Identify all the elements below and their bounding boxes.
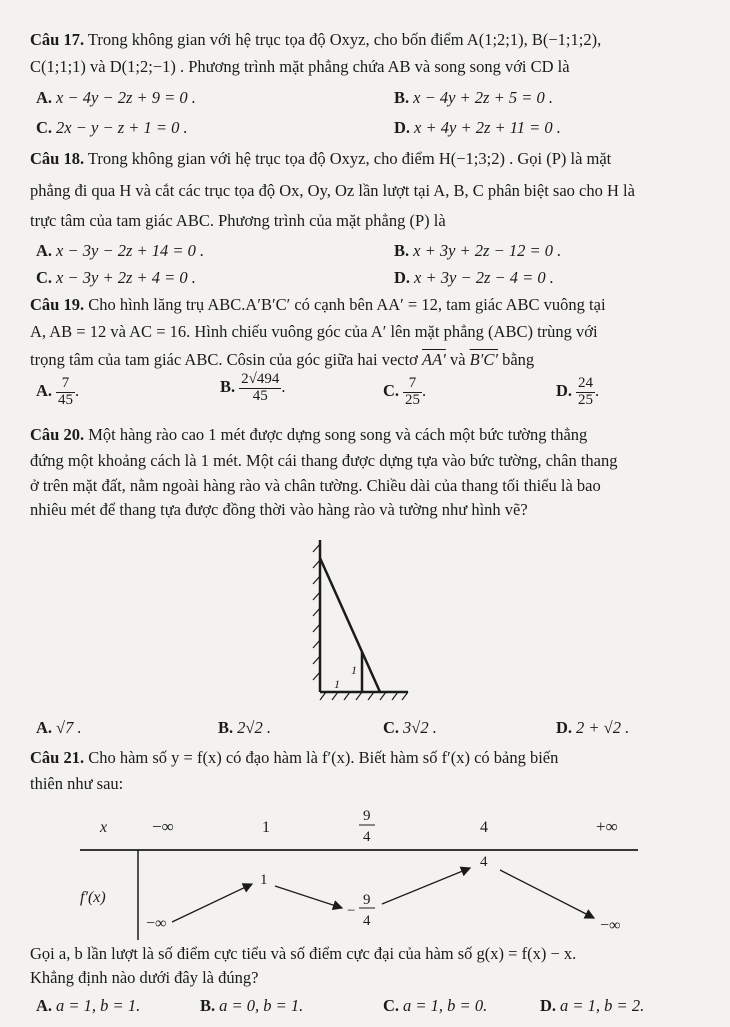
- q20-text-2: đứng một khoảng cách là 1 mét. Một cái thang được dựng tựa vào bức tường, chân thang: [30, 451, 618, 470]
- q21-text-4: Khẳng định nào dưới đây là đúng?: [30, 968, 259, 987]
- q20-option-a: A. √7 .: [36, 718, 82, 737]
- q18-text-3: trực tâm của tam giác ABC. Phương trình của mặt phẳng (P) là: [30, 211, 446, 230]
- q18-line1: [30, 149, 611, 170]
- q21-text-2: thiên như sau:: [30, 774, 124, 793]
- q19-option-a: A. $\frac{7}{45}$ .: [36, 375, 80, 408]
- svg-text:4: 4: [363, 913, 371, 929]
- q21-label: Câu 21.: [30, 748, 85, 767]
- q17-option-c: C. 2x − y − z + 1 = 0 .: [36, 118, 188, 137]
- q21-text-1: Cho hàm số y = f(x) có đạo hàm là f′(x). Biết hàm số f′(x) có bảng biến: [88, 748, 559, 767]
- table-fx-label: f′(x): [80, 889, 106, 906]
- table-x-label: x: [100, 819, 108, 836]
- variation-table: [60, 798, 660, 940]
- q21-option-b: B. a = 0, b = 1.: [200, 996, 304, 1015]
- arrow-up-1: [172, 884, 252, 922]
- svg-text:9: 9: [363, 892, 371, 908]
- q19-option-c: C. $\frac{7}{25}$ .: [383, 375, 427, 408]
- q18-option-a: A. x − 3y − 2z + 14 = 0 .: [36, 241, 205, 260]
- gap-label: 1: [334, 677, 340, 691]
- q21-line1: [30, 748, 558, 769]
- q19-line3: [30, 350, 534, 371]
- q19-text-3b: bằng: [502, 350, 535, 369]
- q19-text-2: A, AB = 12 và AC = 16. Hình chiếu vuông góc của A′ lên mặt phẳng (ABC) trùng với: [30, 322, 598, 341]
- q20-label: Câu 20.: [30, 425, 85, 444]
- table-value-neg-inf-right: −∞: [600, 917, 621, 934]
- q21-option-c: C. a = 1, b = 0.: [383, 996, 488, 1015]
- q18-option-b: B. x + 3y + 2z − 12 = 0 .: [394, 241, 562, 260]
- table-x-4: 4: [480, 819, 488, 836]
- q20-option-d: D. 2 + √2 .: [556, 718, 630, 737]
- q19-text-1: Cho hình lăng trụ ABC.A′B′C′ có cạnh bên AA′ = 12, tam giác ABC vuông tại: [88, 295, 606, 314]
- svg-text:9: 9: [363, 808, 371, 824]
- svg-text:4: 4: [363, 829, 371, 845]
- table-value-neg-9-4: [347, 892, 375, 929]
- q18-option-c: C. x − 3y + 2z + 4 = 0 .: [36, 268, 196, 287]
- q20-option-b: B. 2√2 .: [218, 718, 271, 737]
- table-value-4: 4: [480, 854, 488, 870]
- table-value-1: 1: [260, 872, 268, 888]
- q17-option-a: A. x − 4y − 2z + 9 = 0 .: [36, 88, 196, 107]
- q19-label: Câu 19.: [30, 295, 85, 314]
- q17-text-1: Trong không gian với hệ trục tọa độ Oxyz, cho bốn điểm A(1;2;1), B(−1;1;2),: [87, 30, 602, 49]
- arrow-down-2: [500, 870, 594, 918]
- q17-label: Câu 17.: [30, 30, 85, 49]
- q17-line1: [30, 30, 601, 51]
- table-x-pos-inf: +∞: [596, 817, 618, 836]
- q18-text-2: phẳng đi qua H và cắt các trục tọa độ Ox, Oy, Oz lần lượt tại A, B, C phân biệt sao cho H là: [30, 181, 635, 200]
- q19-text-3a: trọng tâm của tam giác ABC. Côsin của góc giữa hai vectơ: [30, 350, 418, 369]
- q21-option-d: D. a = 1, b = 2.: [540, 996, 645, 1015]
- q20-text-1: Một hàng rào cao 1 mét được dựng song song và cách một bức tường thẳng: [88, 425, 588, 444]
- arrow-down-1: [275, 886, 342, 908]
- q20-text-4: nhiêu mét để thang tựa được đồng thời vào hàng rào và tường như hình vẽ?: [30, 500, 528, 519]
- q18-label: Câu 18.: [30, 149, 85, 168]
- table-value-neg-inf: −∞: [146, 915, 167, 932]
- vector-aa: AA′: [422, 350, 446, 369]
- ladder-line: [320, 558, 380, 692]
- table-x-9-4: [359, 808, 375, 845]
- q20-line1: [30, 425, 587, 446]
- q21-text-3: Gọi a, b lần lượt là số điểm cực tiểu và số điểm cực đại của hàm số g(x) = f(x) − x.: [30, 944, 577, 963]
- table-x-neg-inf: −∞: [152, 817, 174, 836]
- q17-option-d: D. x + 4y + 2z + 11 = 0 .: [394, 118, 561, 137]
- vector-bc: B′C′: [469, 350, 498, 369]
- q17-text-2: C(1;1;1) và D(1;2;−1) . Phương trình mặt phẳng chứa AB và song song với CD là: [30, 57, 570, 76]
- table-x-1: 1: [262, 819, 270, 836]
- q21-option-a: A. a = 1, b = 1.: [36, 996, 141, 1015]
- q17-option-b: B. x − 4y + 2z + 5 = 0 .: [394, 88, 553, 107]
- svg-text:−: −: [347, 903, 356, 919]
- q19-option-b: B. $\frac{2√494}{45}$ .: [220, 371, 286, 404]
- q20-option-c: C. 3√2 .: [383, 718, 437, 737]
- q20-text-3: ở trên mặt đất, nằm ngoài hàng rào và chân tường. Chiều dài của thang tối thiểu là bao: [30, 476, 601, 495]
- q19-text-3mid: và: [449, 350, 466, 369]
- q19-option-d: D. $\frac{24}{25}$ .: [556, 375, 600, 408]
- q18-text-1: Trong không gian với hệ trục tọa độ Oxyz, cho điểm H(−1;3;2) . Gọi (P) là mặt: [87, 149, 612, 168]
- fence-height-label: 1: [351, 663, 357, 677]
- q18-option-d: D. x + 3y − 2z − 4 = 0 .: [394, 268, 554, 287]
- arrow-up-2: [382, 868, 470, 904]
- q19-line1: [30, 295, 606, 316]
- ladder-figure: [300, 530, 420, 710]
